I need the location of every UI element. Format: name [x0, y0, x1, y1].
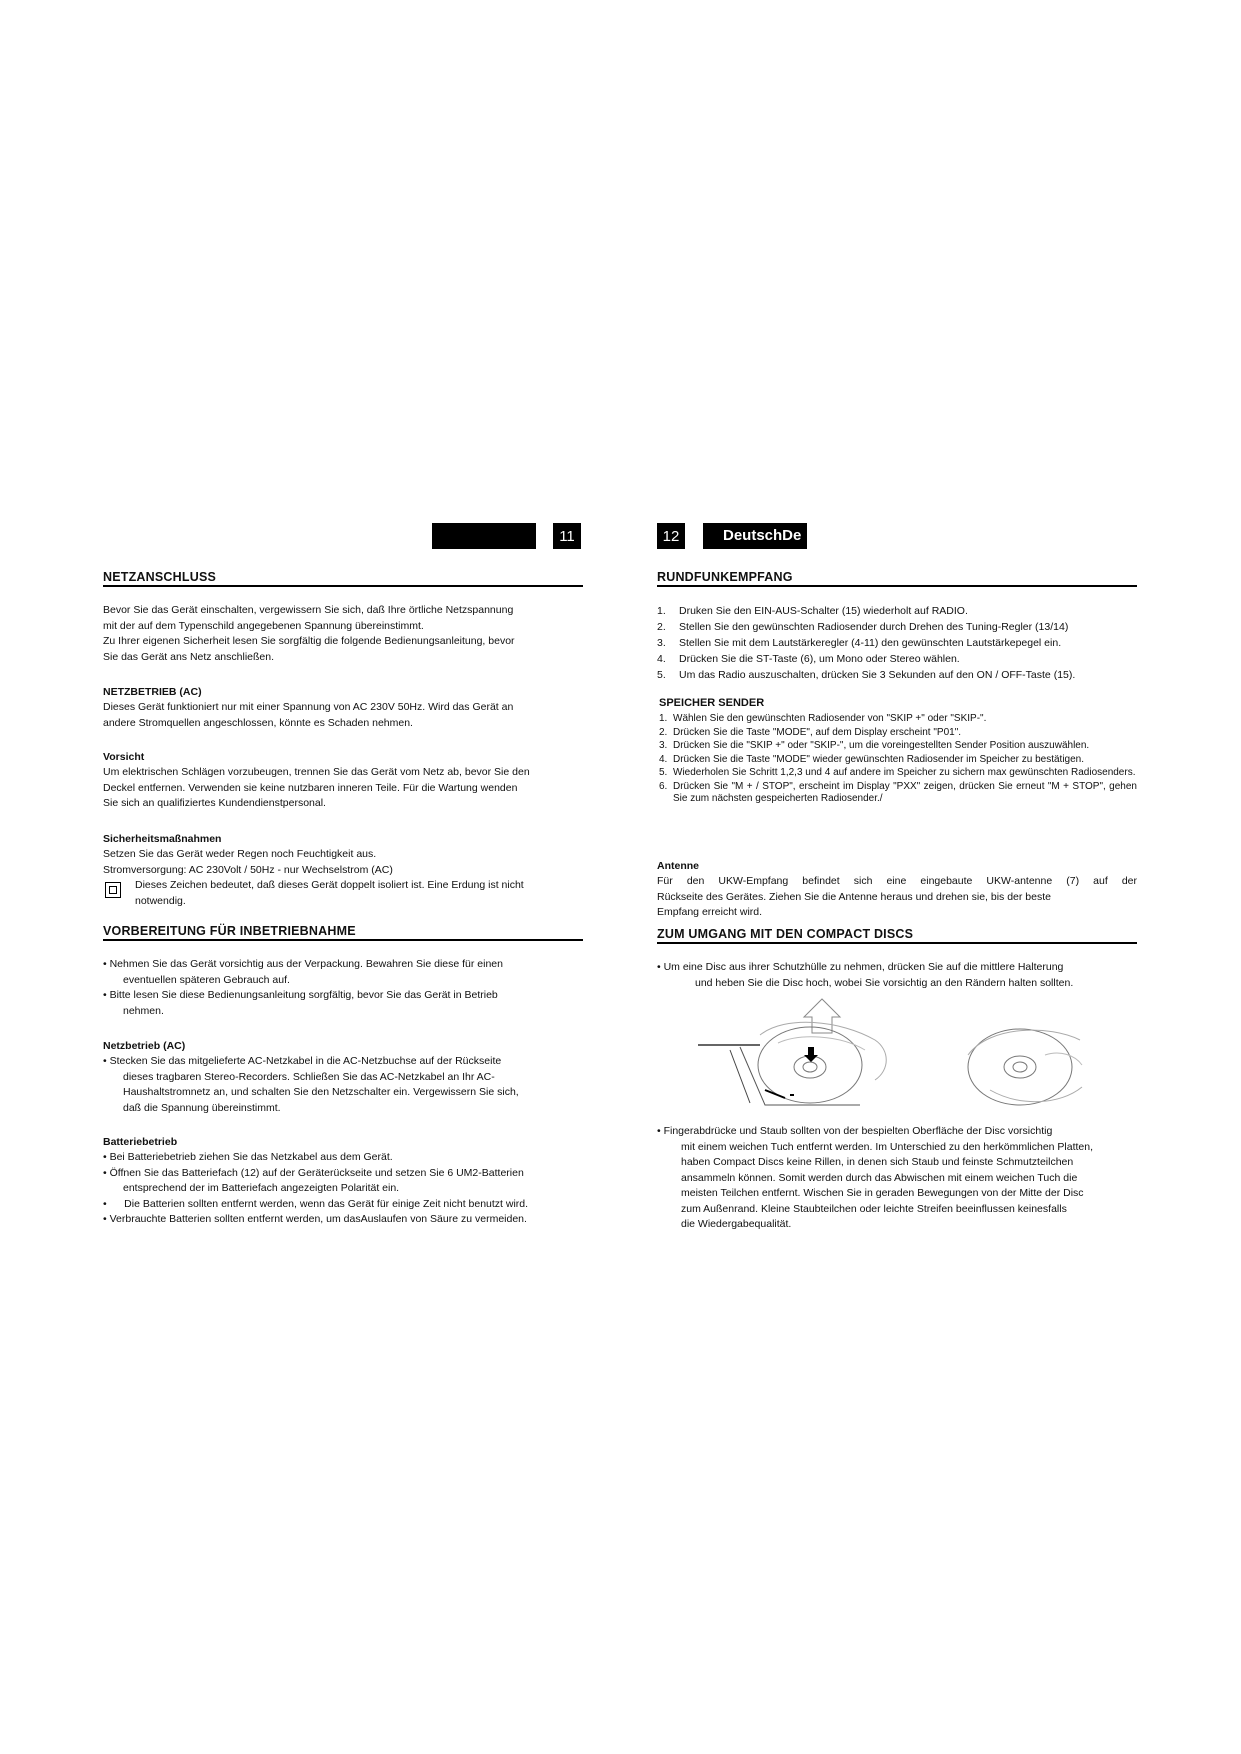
netzanschluss-text: [103, 603, 593, 665]
left-header-bar: [432, 523, 536, 549]
list-text: Um das Radio auszuschalten, drücken Sie 3 Sekunden auf den ON / OFF-Taste (15).: [679, 669, 1076, 681]
list-item: [657, 603, 1137, 619]
text-line: notwendig.: [135, 894, 186, 907]
sicherheit-symbol-text: [135, 878, 595, 909]
list-item: [659, 740, 1137, 753]
list-text: Stellen Sie mit dem Lautstärkeregler (4-11) den gewünschten Lautstärkepegel ein.: [679, 637, 1062, 649]
text-line: die Wiedergabequalität.: [681, 1218, 792, 1230]
text-line: Rückseite des Gerätes. Ziehen Sie die Antenne heraus und drehen sie, bis der beste: [657, 890, 1051, 903]
list-item: [659, 767, 1137, 780]
list-number: 3.: [657, 637, 666, 649]
heading-netzbetrieb: NETZBETRIEB (AC): [103, 686, 202, 698]
list-text: Wählen Sie den gewünschten Radiosender von "SKIP +" oder "SKIP-".: [673, 713, 987, 724]
list-number: 6.: [659, 780, 668, 792]
heading-vorbereitung: VORBEREITUNG FÜR INBETRIEBNAHME: [103, 924, 583, 941]
text-line: dieses tragbaren Stereo-Recorders. Schließen Sie das AC-Netzkabel an Ihr AC-: [123, 1070, 495, 1083]
text-line: • Die Batterien sollten entfernt werden, wenn das Gerät für einige Zeit nicht benutzt wird.: [103, 1197, 529, 1210]
sicherheit-text: [103, 847, 593, 878]
heading-sicherheit: Sicherheitsmaßnahmen: [103, 833, 222, 845]
heading-vorsicht: Vorsicht: [103, 751, 145, 763]
list-text: Drücken Sie die "SKIP +" oder "SKIP-", um die voreingestellten Sender Position auszuwählen.: [673, 740, 1090, 751]
cd-text-2: [657, 1124, 1147, 1233]
text-line: Dieses Zeichen bedeutet, daß dieses Gerät doppelt isoliert ist. Eine Erdung ist nicht: [135, 879, 524, 891]
vorsicht-text: [103, 765, 593, 812]
heading-batteriebetrieb: Batteriebetrieb: [103, 1136, 178, 1148]
text-line: Stromversorgung: AC 230Volt / 50Hz - nur Wechselstrom (AC): [103, 863, 393, 876]
heading-rundfunkempfang: RUNDFUNKEMPFANG: [657, 570, 1137, 587]
cd-text-1: [657, 960, 1137, 991]
cd-handling-illustration: [690, 995, 1130, 1120]
list-number: 3.: [659, 740, 668, 751]
double-insulation-icon: [105, 882, 121, 898]
text-line: Deckel entfernen. Verwenden sie keine nutzbaren inneren Teile. Für die Wartung wenden: [103, 781, 518, 794]
text-line: • Verbrauchte Batterien sollten entfernt werden, um dasAuslaufen von Säure zu vermeiden.: [103, 1213, 527, 1225]
heading-netzbetrieb-ac: Netzbetrieb (AC): [103, 1040, 186, 1052]
text-line: • Fingerabdrücke und Staub sollten von der bespielten Oberfläche der Disc vorsichtig: [657, 1125, 1053, 1137]
text-line: Sie sich an qualifiziertes Kundendienstpersonal.: [103, 797, 326, 809]
text-line: Dieses Gerät funktioniert nur mit einer Spannung von AC 230V 50Hz. Wird das Gerät an: [103, 701, 514, 713]
list-item: [657, 635, 1137, 651]
list-text: Drücken Sie die Taste "MODE", auf dem Display erscheint "P01".: [673, 726, 962, 738]
text-line: Bevor Sie das Gerät einschalten, vergewissern Sie sich, daß Ihre örtliche Netzspannung: [103, 604, 514, 616]
list-number: 4.: [659, 753, 668, 765]
list-text: Drücken Sie "M + / STOP", erscheint im Display "PXX" zeigen, drücken Sie erneut "M + STOP", gehen Sie zum nächsten gespeicherten Radiosender./: [673, 780, 1137, 804]
text-line: Sie das Gerät ans Netz anschließen.: [103, 650, 275, 663]
list-item: [659, 727, 1137, 740]
list-text: Stellen Sie den gewünschten Radiosender durch Drehen des Tuning-Regler (13/14): [679, 621, 1069, 633]
heading-antenne: Antenne: [657, 860, 699, 872]
list-number: 2.: [659, 726, 668, 738]
list-number: 1.: [657, 605, 666, 617]
text-line: • Bitte lesen Sie diese Bedienungsanleitung sorgfältig, bevor Sie das Gerät in Betrieb: [103, 989, 498, 1001]
text-line: • Öffnen Sie das Batteriefach (12) auf der Geräterückseite und setzen Sie 6 UM2-Batterien: [103, 1166, 524, 1179]
netzbetrieb-ac-text: [103, 1054, 593, 1116]
netzbetrieb-text: [103, 700, 593, 731]
rundfunk-list: [657, 603, 1137, 683]
list-text: Drücken Sie die Taste "MODE" wieder gewünschten Radiosender im Speicher zu bestätigen.: [673, 753, 1085, 765]
list-number: 5.: [657, 669, 666, 681]
list-item: [657, 667, 1137, 683]
text-line: nehmen.: [123, 1004, 164, 1017]
list-text: Drücken Sie die ST-Taste (6), um Mono oder Stereo wählen.: [679, 653, 960, 665]
page-number-right: 12: [657, 523, 685, 549]
heading-netzanschluss: NETZANSCHLUSS: [103, 570, 583, 587]
list-item: [659, 781, 1137, 806]
vorbereitung-text: [103, 957, 593, 1019]
text-line: • Bei Batteriebetrieb ziehen Sie das Netzkabel aus dem Gerät.: [103, 1151, 393, 1163]
list-text: Druken Sie den EIN-AUS-Schalter (15) wiederholt auf RADIO.: [679, 605, 968, 617]
batteriebetrieb-text: [103, 1150, 598, 1228]
text-line: und heben Sie die Disc hoch, wobei Sie vorsichtig an den Rändern halten sollten.: [695, 976, 1074, 989]
list-item: [659, 754, 1137, 767]
text-line: mit der auf dem Typenschild angegebenen Spannung übereinstimmt.: [103, 619, 424, 632]
text-line: • Stecken Sie das mitgelieferte AC-Netzkabel in die AC-Netzbuchse auf der Rückseite: [103, 1055, 502, 1067]
list-number: 4.: [657, 653, 666, 665]
text-line: Zu Ihrer eigenen Sicherheit lesen Sie sorgfältig die folgende Bedienungsanleitung, bevor: [103, 635, 515, 647]
text-line: zum Außenrand. Kleine Staubteilchen oder leichte Streifen beeinflussen keinesfalls: [681, 1202, 1067, 1215]
text-line: haben Compact Discs keine Rillen, in denen sich Staub und feinste Schmutzteilchen: [681, 1156, 1074, 1168]
text-line: Um elektrischen Schlägen vorzubeugen, trennen Sie das Gerät vom Netz ab, bevor Sie den: [103, 766, 530, 778]
text-line: eventuellen späteren Gebrauch auf.: [123, 973, 290, 986]
heading-compact-discs: ZUM UMGANG MIT DEN COMPACT DISCS: [657, 927, 1137, 944]
text-line: • Um eine Disc aus ihrer Schutzhülle zu nehmen, drücken Sie auf die mittlere Halterung: [657, 961, 1064, 973]
text-line: • Nehmen Sie das Gerät vorsichtig aus der Verpackung. Bewahren Sie diese für einen: [103, 958, 503, 970]
text-line: entsprechend der im Batteriefach angezeigten Polarität ein.: [123, 1182, 400, 1194]
list-number: 2.: [657, 621, 666, 633]
heading-speicher-sender: SPEICHER SENDER: [659, 697, 765, 709]
list-text: Wiederholen Sie Schritt 1,2,3 und 4 auf andere im Speicher zu sichern max gewünschten Radiosenders.: [673, 767, 1136, 778]
text-line: ansammeln können. Somit werden durch das Abwischen mit einem weichen Tuch die: [681, 1171, 1078, 1184]
text-line: meisten Teilchen entfernt. Wischen Sie in geraden Bewegungen von der Mitte der Disc: [681, 1187, 1084, 1199]
page-number-left: 11: [553, 523, 581, 549]
text-line: daß die Spannung übereinstimmt.: [123, 1101, 281, 1114]
list-number: 1.: [659, 713, 668, 724]
text-line: Haushaltstromnetz an, und schalten Sie den Netzschalter ein. Vergewissern Sie sich,: [123, 1086, 519, 1098]
text-line: mit einem weichen Tuch entfernt werden. Im Unterschied zu den herkömmlichen Platten,: [681, 1140, 1094, 1153]
antenne-text: [657, 874, 1137, 921]
text-line: andere Stromquellen angeschlossen, könnte es Schaden nehmen.: [103, 716, 413, 729]
text-line: Für den UKW-Empfang befindet sich eine eingebaute UKW-antenne (7) auf der: [657, 875, 1137, 887]
language-tab-label: DeutschDe: [723, 527, 802, 544]
speicher-list: [659, 713, 1137, 807]
list-number: 5.: [659, 767, 668, 778]
language-tab: [703, 523, 807, 549]
text-line: Empfang erreicht wird.: [657, 906, 763, 918]
list-item: [657, 651, 1137, 667]
list-item: [659, 713, 1137, 726]
list-item: [657, 619, 1137, 635]
text-line: Setzen Sie das Gerät weder Regen noch Feuchtigkeit aus.: [103, 848, 377, 860]
